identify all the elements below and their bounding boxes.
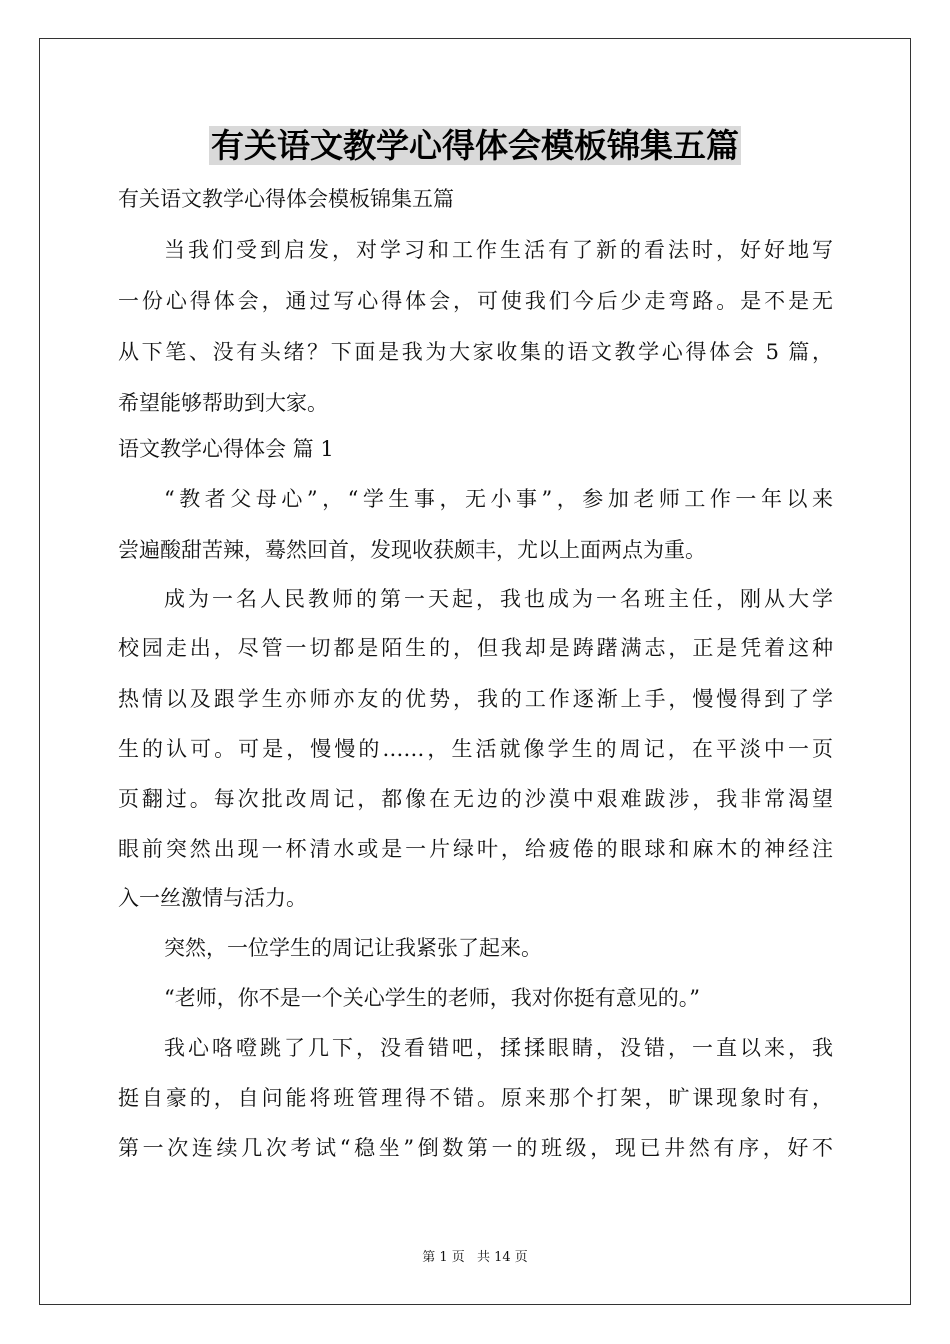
paragraph-line: 从下笔、没有头绪？下面是我为大家收集的语文教学心得体会 5 篇， [118, 340, 833, 364]
doc-subtitle: 有关语文教学心得体会模板锦集五篇 [118, 187, 454, 211]
paragraph-line: 突然，一位学生的周记让我紧张了起来。 [164, 936, 542, 960]
paragraph-line: 校园走出，尽管一切都是陌生的，但我却是踌躇满志，正是凭着这种 [118, 636, 833, 660]
paragraph-line: 希望能够帮助到大家。 [118, 391, 328, 415]
paragraph-line: “老师，你不是一个关心学生的老师，我对你挺有意见的。” [164, 986, 700, 1010]
paragraph-line: 挺自豪的，自问能将班管理得不错。原来那个打架，旷课现象时有， [118, 1086, 833, 1110]
paragraph-line: 一份心得体会，通过写心得体会，可使我们今后少走弯路。是不是无 [118, 289, 833, 313]
page-border [39, 38, 911, 1305]
paragraph-line: 第一次连续几次考试“稳坐”倒数第一的班级，现已井然有序，好不 [118, 1136, 833, 1160]
paragraph-line: 尝遍酸甜苦辣，蓦然回首，发现收获颇丰，尤以上面两点为重。 [118, 538, 706, 562]
paragraph-line: 眼前突然出现一杯清水或是一片绿叶，给疲倦的眼球和麻木的神经注 [118, 837, 833, 861]
paragraph-line: 热情以及跟学生亦师亦友的优势，我的工作逐渐上手，慢慢得到了学 [118, 687, 833, 711]
page-total: 共 14 页 [476, 1250, 528, 1265]
paragraph-line: 页翻过。每次批改周记，都像在无边的沙漠中艰难跋涉，我非常渴望 [118, 787, 833, 811]
paragraph-line: 我心咯噔跳了几下，没看错吧，揉揉眼睛，没错，一直以来，我 [164, 1036, 833, 1060]
paragraph-line: 入一丝激情与活力。 [118, 886, 307, 910]
document-title: 有关语文教学心得体会模板锦集五篇 [211, 126, 739, 165]
paragraph-line: 当我们受到启发，对学习和工作生活有了新的看法时，好好地写 [164, 238, 833, 262]
paragraph-line: 生的认可。可是，慢慢的……，生活就像学生的周记，在平淡中一页 [118, 737, 833, 761]
page-footer [0, 1246, 950, 1265]
paragraph-line: “教者父母心”，“学生事，无小事”，参加老师工作一年以来 [164, 487, 833, 511]
paragraph-line: 成为一名人民教师的第一天起，我也成为一名班主任，刚从大学 [164, 587, 833, 611]
section-heading: 语文教学心得体会 篇 1 [118, 437, 334, 461]
page-number: 第 1 页 [422, 1250, 465, 1265]
